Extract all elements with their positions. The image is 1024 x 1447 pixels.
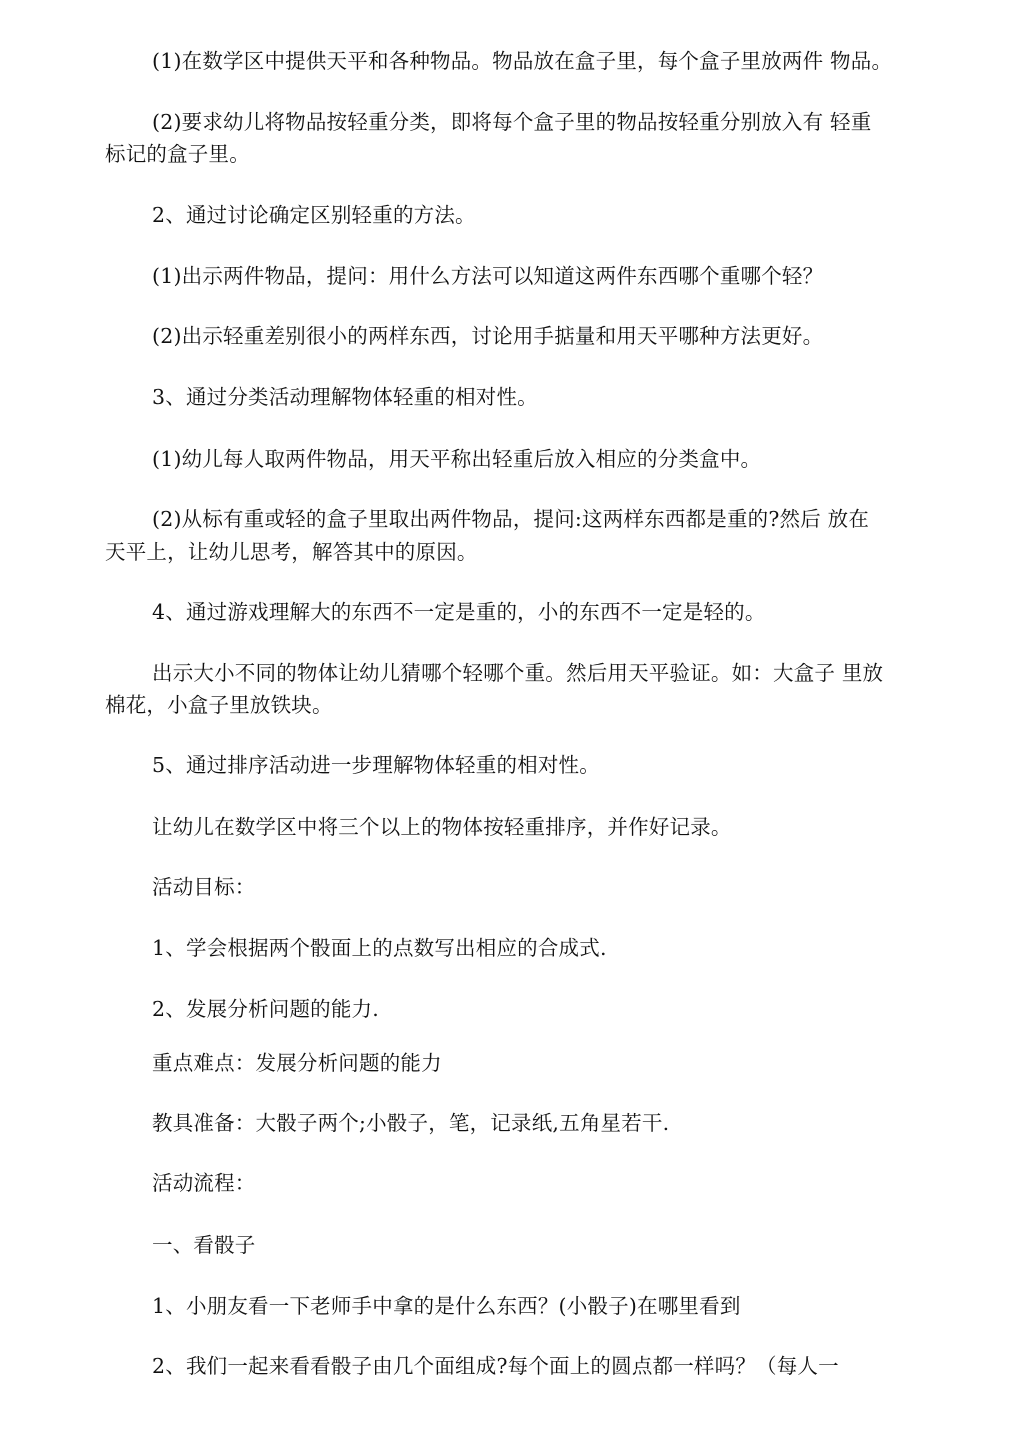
text-line: 天平上，让幼儿思考，解答其中的原因。 [105,540,478,564]
key-difficulty [152,1047,442,1079]
text-line: 1、学会根据两个骰面上的点数写出相应的合成式. [152,936,607,960]
text-line: 3、通过分类活动理解物体轻重的相对性。 [152,385,538,409]
text-line: 2、我们一起来看看骰子由几个面组成?每个面上的圆点都一样吗？（每人一 [152,1354,839,1378]
paragraph-5 [152,443,761,475]
activity-process-heading [152,1167,256,1199]
text-line: 4、通过游戏理解大的东西不一定是重的，小的东西不一定是轻的。 [152,600,766,624]
text-line: (2)出示轻重差别很小的两样东西，讨论用手掂量和用天平哪种方法更好。 [152,324,824,348]
section-heading-2 [152,199,476,231]
paragraph-8 [152,811,732,843]
text-line: 让幼儿在数学区中将三个以上的物体按轻重排序，并作好记录。 [152,815,732,839]
text-line: 2、通过讨论确定区别轻重的方法。 [152,203,476,227]
part-one-heading [152,1229,256,1261]
text-line: 棉花，小盒子里放铁块。 [105,693,333,717]
text-line: 重点难点：发展分析问题的能力 [152,1051,442,1075]
paragraph-7 [152,657,883,689]
paragraph-2-continuation [105,138,250,170]
text-line: (2)要求幼儿将物品按轻重分类，即将每个盒子里的物品按轻重分别放入有 轻重 [152,110,872,134]
text-line: 活动流程： [152,1171,256,1195]
goal-2 [152,993,379,1025]
paragraph-6 [152,503,869,535]
section-heading-3 [152,381,538,413]
step-1 [152,1290,741,1322]
paragraph-2 [152,106,871,138]
text-line: 5、通过排序活动进一步理解物体轻重的相对性。 [152,753,600,777]
text-line: (1)在数学区中提供天平和各种物品。物品放在盒子里，每个盒子里放两件 物品。 [152,49,893,73]
text-line: 教具准备：大骰子两个;小骰子，笔，记录纸,五角星若干. [152,1111,670,1135]
text-line: 标记的盒子里。 [105,142,250,166]
text-line: 1、小朋友看一下老师手中拿的是什么东西？(小骰子)在哪里看到 [152,1294,741,1318]
step-2 [152,1350,839,1382]
paragraph-6-continuation [105,536,478,568]
paragraph-7-continuation [105,689,333,721]
text-line: 活动目标： [152,875,256,899]
section-heading-5 [152,749,600,781]
text-line: (2)从标有重或轻的盒子里取出两件物品，提问:这两样东西都是重的?然后 放在 [152,507,870,531]
teaching-materials [152,1107,669,1139]
section-heading-4 [152,596,766,628]
paragraph-3 [152,260,823,292]
paragraph-4 [152,320,823,352]
text-line: 出示大小不同的物体让幼儿猜哪个轻哪个重。然后用天平验证。如：大盒子 里放 [152,661,884,685]
goal-1 [152,932,607,964]
text-line: 2、发展分析问题的能力. [152,997,379,1021]
text-line: (1)出示两件物品，提问：用什么方法可以知道这两件东西哪个重哪个轻？ [152,264,824,288]
text-line: 一、看骰子 [152,1233,256,1257]
activity-goals-heading [152,871,256,903]
paragraph-1 [152,45,892,77]
text-line: (1)幼儿每人取两件物品，用天平称出轻重后放入相应的分类盒中。 [152,447,762,471]
